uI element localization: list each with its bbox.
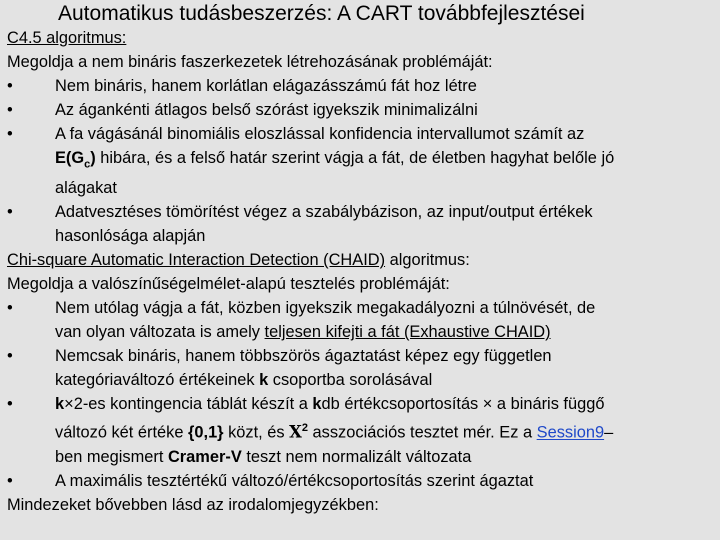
- c45-bullet-4-line-2: hasonlósága alapján: [55, 227, 206, 246]
- c45-bullet-2-text: Az ágankénti átlagos belső szórást igyekszik minimalizálni: [55, 101, 478, 119]
- chaid-bullet-3-line-1-text: ×2-es kontingencia táblát készít a: [64, 395, 313, 414]
- chaid-heading: Chi-square Automatic Interaction Detection (CHAID): [7, 251, 386, 270]
- c45-heading: C4.5 algoritmus:: [7, 29, 127, 47]
- chi-exponent: 2: [301, 422, 308, 435]
- bullet-icon: •: [7, 471, 13, 490]
- chaid-bullet-1: [7, 296, 715, 344]
- c45-bullet-3-line-2-text: hibára, és a felső határ szerint vágja a fát, de életben hagyhat belőle jó: [95, 149, 615, 167]
- chaid-bullet-3-line-3: [55, 445, 715, 469]
- chaid-bullet-3-line-1-tail: db értékcsoportosítás × a bináris függő: [321, 395, 605, 414]
- binary-set: {0,1}: [188, 423, 224, 442]
- bullet-icon: •: [7, 299, 13, 318]
- chaid-bullet-3-line-2-tail: asszociációs tesztet mér. Ez a: [308, 423, 537, 442]
- chaid-bullet-1-line-2-text: van olyan változata is amely: [55, 323, 265, 342]
- chaid-heading-tail: algoritmus:: [385, 251, 470, 270]
- slide-content: [7, 26, 715, 517]
- chaid-bullet-3-line-1: [55, 392, 715, 416]
- c45-bullet-3-line-1: A fa vágásánál binomiális eloszlással konfidencia intervallumot számít az: [55, 125, 585, 143]
- c45-bullet-2: [7, 98, 715, 122]
- error-formula: E(G: [55, 149, 85, 167]
- chaid-bullet-3-line-2-text: változó két értéke: [55, 423, 189, 442]
- c45-bullet-4-line-1: Adatvesztéses tömörítést végez a szabálybázison, az input/output értékek: [55, 203, 593, 222]
- chaid-heading-line: [7, 248, 715, 272]
- chaid-bullet-2-line-1: Nemcsak bináris, hanem többszörös ágaztatást képez egy független: [55, 347, 552, 366]
- c45-bullet-4: [7, 200, 715, 248]
- session9-link[interactable]: Session9: [536, 423, 605, 442]
- c45-intro: Megoldja a nem bináris faszerkezetek létrehozásának problémáját:: [7, 53, 493, 71]
- c45-bullet-3: [7, 122, 715, 200]
- chaid-bullet-4: [7, 469, 715, 493]
- chaid-bullet-3-line-3-tail: teszt nem normalizált változata: [241, 447, 472, 466]
- chaid-bullet-2-line-2: [55, 368, 715, 392]
- chaid-bullet-2-line-2-tail: csoportba sorolásával: [268, 371, 433, 390]
- error-formula-close: ): [90, 149, 96, 167]
- c45-bullet-3-line-2: [55, 146, 715, 176]
- chaid-bullet-4-text: A maximális tesztértékű változó/értékcsoportosítás szerint ágaztat: [55, 471, 534, 490]
- k-variable: k: [259, 371, 269, 390]
- chaid-bullet-3-line-2-mid: közt, és: [223, 423, 290, 442]
- bullet-icon: •: [7, 203, 13, 222]
- k-variable: k: [312, 395, 322, 414]
- bullet-icon: •: [7, 395, 13, 414]
- chaid-bullet-3-line-2: [55, 416, 715, 444]
- cramer-v-text: Cramer-V: [167, 447, 242, 466]
- exhaustive-chaid-text: teljesen kifejti a fát (Exhaustive CHAID): [264, 323, 551, 342]
- bullet-icon: •: [7, 347, 13, 366]
- error-formula-subscript: c: [84, 158, 91, 171]
- footer-text: Mindezeket bővebben lásd az irodalomjegyzékben:: [7, 495, 379, 514]
- dash: –: [604, 423, 614, 442]
- c45-bullet-1: [7, 74, 715, 98]
- c45-bullet-1-text: Nem bináris, hanem korlátlan elágazásszámú fát hoz létre: [55, 77, 477, 95]
- k-variable: k: [55, 395, 65, 414]
- chaid-bullet-1-line-1: Nem utólag vágja a fát, közben igyekszik megakadályozni a túlnövését, de: [55, 299, 596, 318]
- chaid-bullet-2-line-2-text: kategóriaváltozó értékeinek: [55, 371, 260, 390]
- chaid-bullet-3-line-3-text: ben megismert: [55, 447, 168, 466]
- bullet-icon: •: [7, 125, 13, 143]
- chaid-bullet-3: [7, 392, 715, 468]
- chaid-bullet-1-line-2: [55, 320, 715, 344]
- chaid-bullet-2: [7, 344, 715, 392]
- page-title: Automatikus tudásbeszerzés: A CART továbbfejlesztései: [58, 2, 585, 25]
- c45-bullet-3-line-3: alágakat: [55, 179, 117, 198]
- chi-symbol: X: [289, 422, 302, 442]
- bullet-icon: •: [7, 77, 13, 95]
- chaid-intro: Megoldja a valószínűségelmélet-alapú tesztelés problémáját:: [7, 275, 450, 294]
- bullet-icon: •: [7, 101, 13, 119]
